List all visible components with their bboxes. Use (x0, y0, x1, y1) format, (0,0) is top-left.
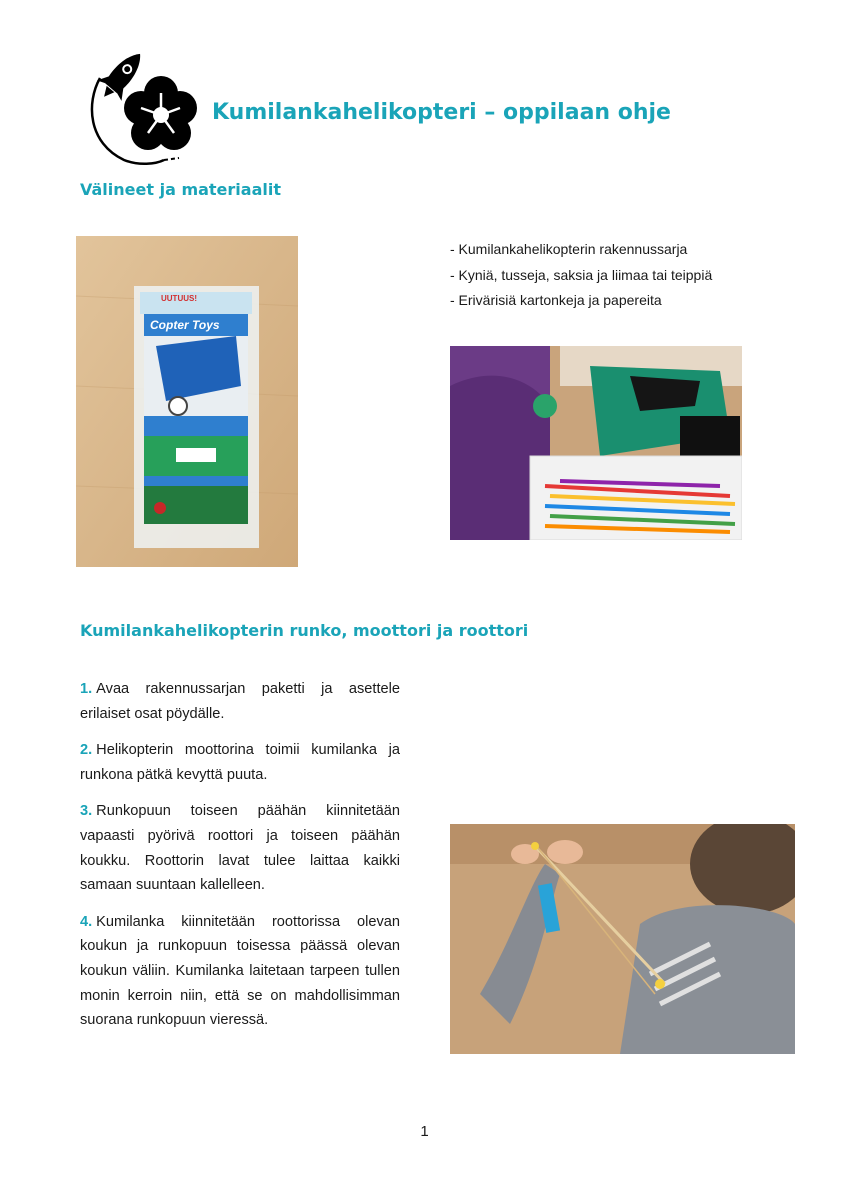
step-number: 4. (80, 913, 93, 930)
package-brand-text: Copter Toys (150, 318, 220, 332)
kit-package-photo (76, 236, 298, 567)
step-text: Avaa rakennussarjan paketti ja asettele erilaiset osat pöydälle. (80, 681, 400, 722)
step-number: 3. (80, 803, 93, 820)
list-item: - Kyniä, tusseja, saksia ja liimaa tai teippiä (450, 266, 713, 283)
package-flag-text: UUTUUS! (161, 294, 197, 303)
step-text: Runkopuun toiseen päähän kiinnitetään vapaasti pyörivä roottori ja toiseen päähän koukku. Roottorin lavat tulee laittaa kaikki samaan suuntaan kallelleen. (80, 803, 400, 894)
materials-heading: Välineet ja materiaalit (80, 180, 281, 199)
step-number: 2. (80, 742, 93, 759)
steps-list (80, 677, 400, 1045)
page-title: Kumilankahelikopteri – oppilaan ohje (212, 100, 671, 125)
child-building-photo (450, 824, 795, 1054)
construction-heading: Kumilankahelikopterin runko, moottori ja roottori (80, 621, 529, 640)
step-text: Helikopterin moottorina toimii kumilanka ja runkona pätkä kevyttä puuta. (80, 742, 400, 783)
craft-supplies-photo (450, 346, 742, 540)
step-text: Kumilanka kiinnitetään roottorissa olevan koukun ja runkopuun toisessa päässä olevan koukun väliin. Kumilanka laitetaan tarpeen tullen monin kerroin niin, että se on mahdollisimman suorana runkopuun vieressä. (80, 913, 400, 1029)
list-item (80, 799, 400, 897)
list-item: - Erivärisiä kartonkeja ja papereita (450, 292, 662, 308)
list-item (80, 738, 400, 787)
step-number: 1. (80, 681, 93, 697)
page-number: 1 (420, 1123, 429, 1140)
list-item (80, 677, 400, 726)
materials-list (450, 237, 810, 314)
list-item (80, 910, 400, 1033)
rocket-flower-logo-icon (84, 48, 206, 166)
list-item: - Kumilankahelikopterin rakennussarja (450, 241, 688, 257)
